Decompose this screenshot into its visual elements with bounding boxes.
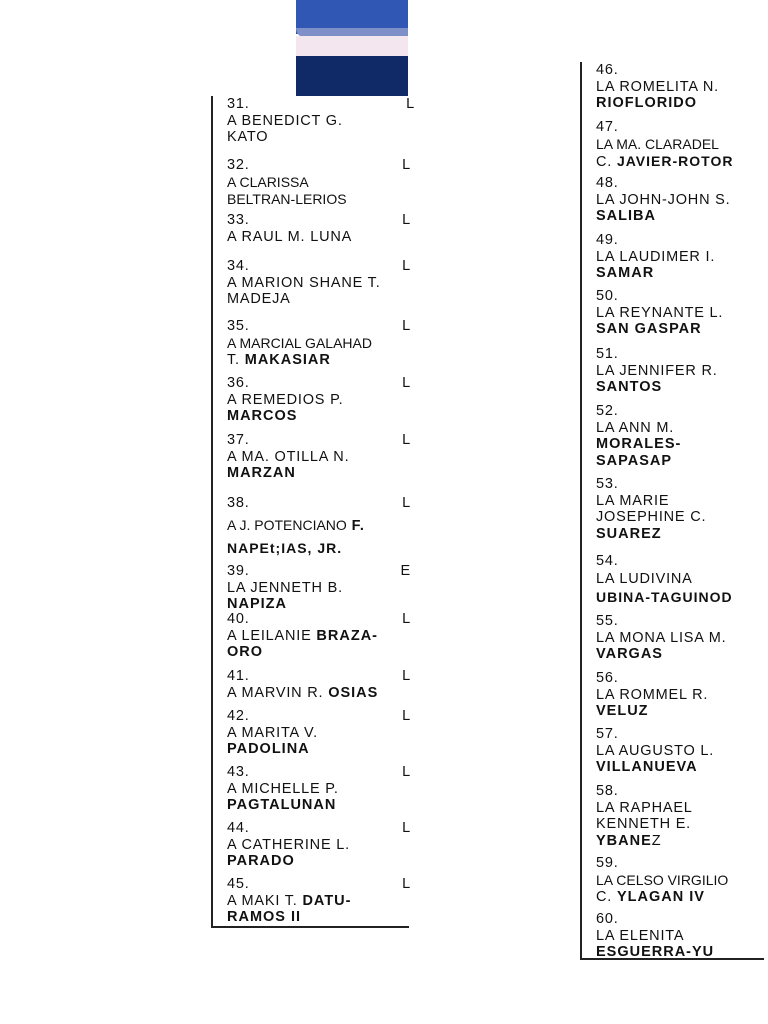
entry-name: A J. POTENCIANO: [227, 517, 347, 533]
entry-name: A MARION SHANE T.: [227, 274, 381, 291]
list-item: [596, 552, 766, 607]
list-item: [596, 403, 766, 469]
list-item: [596, 119, 766, 171]
entry-surname: OSIAS: [328, 684, 379, 701]
entry-surname: DATU-: [302, 892, 352, 909]
entry-surname: VARGAS: [596, 646, 663, 662]
entry-number: 54.: [596, 553, 619, 569]
entry-number: 33.: [227, 212, 250, 228]
list-item: [596, 911, 766, 961]
entry-surname: MAKASIAR: [244, 352, 331, 368]
list-item: [596, 726, 766, 776]
entry-surname: SUAREZ: [596, 525, 662, 542]
entry-surname: NAPIZA: [227, 596, 287, 612]
entry-code: L: [402, 318, 411, 334]
entry-surname: SANTOS: [596, 379, 663, 395]
entry-surname: MARZAN: [227, 465, 296, 481]
entry-code: L: [402, 668, 411, 684]
entry-surname-cont: ORO: [227, 644, 264, 660]
entry-code: L: [402, 708, 411, 724]
entry-number: 39.: [227, 563, 250, 579]
list-item: [596, 783, 766, 849]
entry-name: LA LAUDIMER I.: [596, 248, 716, 265]
list-item: [227, 611, 409, 661]
entry-name: LA LUDIVINA: [596, 571, 693, 587]
entry-number: 36.: [227, 375, 250, 391]
list-item: [227, 96, 415, 146]
header-banner-graphic: [296, 0, 408, 96]
entry-code: L: [402, 258, 411, 274]
entry-number: 44.: [227, 820, 250, 836]
entry-number: 38.: [227, 495, 250, 511]
entry-number: 32.: [227, 157, 250, 173]
entry-number: 47.: [596, 119, 619, 135]
entry-name: A MICHELLE P.: [227, 780, 339, 797]
entry-name: A LEILANIE: [227, 627, 312, 644]
entry-name: A MA. OTILLA N.: [227, 448, 350, 465]
banner-band-light: [296, 36, 408, 56]
list-item: [227, 432, 409, 482]
entry-code: L: [402, 876, 411, 892]
entry-surname: PADOLINA: [227, 741, 310, 757]
entry-number: 59.: [596, 855, 619, 871]
entry-name: LA CELSO VIRGILIO: [596, 871, 729, 888]
list-item: [227, 764, 409, 814]
entry-number: 35.: [227, 318, 250, 334]
list-item: [596, 613, 766, 663]
entry-name: LA REYNANTE L.: [596, 304, 724, 321]
entry-number: 41.: [227, 668, 250, 684]
entry-surname: VILLANUEVA: [596, 759, 698, 775]
entry-surname: PARADO: [227, 853, 295, 869]
entry-number: 42.: [227, 708, 250, 724]
entry-surname: NAPEt;IAS, JR.: [227, 540, 343, 556]
list-item: [596, 62, 766, 112]
list-item: [227, 318, 409, 369]
entry-surname-cont: SAPASAP: [596, 452, 673, 469]
entry-surname: VELUZ: [596, 703, 649, 719]
list-item: [227, 708, 409, 758]
entry-name: LA JOHN-JOHN S.: [596, 191, 731, 208]
entry-number: 51.: [596, 346, 619, 362]
entry-number: 53.: [596, 476, 619, 492]
entry-number: 49.: [596, 232, 619, 248]
entry-number: 48.: [596, 175, 619, 191]
right-name-column: [580, 62, 764, 960]
list-item: [227, 212, 409, 245]
list-item: [227, 668, 409, 701]
entry-code: E: [400, 563, 411, 579]
entry-number: 50.: [596, 288, 619, 304]
entry-name: A MARCIAL GALAHAD: [227, 334, 372, 351]
entry-surname: PAGTALUNAN: [227, 797, 337, 813]
entry-name: A BENEDICT G.: [227, 112, 343, 129]
entry-code: L: [402, 375, 411, 391]
entry-name-cont: KENNETH E.: [596, 816, 692, 832]
entry-surname: YLAGAN IV: [616, 889, 705, 905]
entry-code: L: [402, 611, 411, 627]
entry-number: 31.: [227, 96, 250, 112]
entry-code: L: [406, 96, 415, 112]
list-item: [596, 232, 766, 282]
entry-name: LA RAPHAEL: [596, 799, 693, 816]
entry-surname: BRAZA-: [316, 627, 378, 644]
entry-code: L: [402, 820, 411, 836]
entry-name: LA AUGUSTO L.: [596, 742, 715, 759]
entry-name: LA JENNETH B.: [227, 579, 343, 596]
entry-number: 58.: [596, 783, 619, 799]
entry-name: LA ROMMEL R.: [596, 686, 709, 703]
entry-surname: MADEJA: [227, 291, 291, 307]
entry-name: A MARVIN R.: [227, 684, 324, 701]
left-name-column: [211, 96, 415, 928]
entry-surname: UBINA-TAGUINOD: [596, 589, 733, 605]
entry-name: LA ANN M.: [596, 419, 675, 436]
entry-surname-tail: Z: [651, 832, 662, 849]
entry-code: L: [402, 432, 411, 448]
list-item: [596, 346, 766, 396]
entry-code: L: [402, 157, 411, 173]
list-item: [227, 258, 409, 308]
entry-name: LA ROMELITA N.: [596, 78, 719, 95]
entry-number: 45.: [227, 876, 250, 892]
list-item: [227, 820, 409, 870]
entry-name: LA MARIE: [596, 492, 670, 509]
entry-name-cont: JOSEPHINE C.: [596, 509, 707, 525]
entry-number: 52.: [596, 403, 619, 419]
list-item: [227, 492, 409, 560]
list-item: [227, 157, 409, 209]
entry-name: A MAKI T.: [227, 892, 298, 909]
entry-surname: SAMAR: [596, 265, 655, 281]
list-item: [596, 476, 766, 542]
entry-code: L: [402, 212, 411, 228]
list-item: [596, 175, 766, 225]
entry-number: 34.: [227, 258, 250, 274]
entry-surname: YBANE: [596, 832, 652, 849]
entry-surname: JAVIER-ROTOR: [616, 153, 734, 169]
entry-name: A RAUL M. LUNA: [227, 228, 353, 245]
list-item: [227, 876, 409, 926]
entry-code: L: [402, 495, 411, 511]
banner-band-navy: [296, 56, 408, 96]
entry-initial: C.: [596, 154, 613, 170]
entry-number: 43.: [227, 764, 250, 780]
entry-name: LA ELENITA: [596, 927, 685, 944]
list-item: [596, 670, 766, 720]
entry-name: A CLARISSA: [227, 173, 309, 190]
list-item: [227, 375, 409, 425]
entry-name: A REMEDIOS P.: [227, 391, 344, 408]
entry-surname: MORALES-: [596, 436, 682, 452]
list-item: [596, 288, 766, 338]
entry-surname: RIOFLORIDO: [596, 95, 698, 111]
entry-surname: MARCOS: [227, 408, 298, 424]
entry-number: 37.: [227, 432, 250, 448]
entry-name: A MARITA V.: [227, 724, 318, 741]
entry-number: 40.: [227, 611, 250, 627]
entry-number: 46.: [596, 62, 619, 78]
list-item: [596, 855, 766, 906]
entry-surname: ESGUERRA-YU: [596, 944, 715, 960]
entry-initial: F.: [351, 518, 365, 534]
entry-name: LA JENNIFER R.: [596, 362, 718, 379]
entry-code: L: [402, 764, 411, 780]
entry-initial: T.: [227, 352, 240, 368]
entry-number: 56.: [596, 670, 619, 686]
entry-surname: SALIBA: [596, 208, 656, 224]
entry-initial: C.: [596, 889, 613, 905]
entry-surname: SAN GASPAR: [596, 321, 702, 337]
entry-surname: KATO: [227, 129, 269, 145]
entry-surname-cont: RAMOS II: [227, 909, 302, 925]
entry-number: 60.: [596, 911, 619, 927]
entry-number: 55.: [596, 613, 619, 629]
entry-name: LA MONA LISA M.: [596, 629, 727, 646]
entry-name: LA MA. CLARADEL: [596, 135, 719, 152]
entry-name: A CATHERINE L.: [227, 836, 350, 853]
entry-number: 57.: [596, 726, 619, 742]
entry-surname: BELTRAN-LERIOS: [227, 191, 347, 207]
list-item: [227, 563, 409, 613]
